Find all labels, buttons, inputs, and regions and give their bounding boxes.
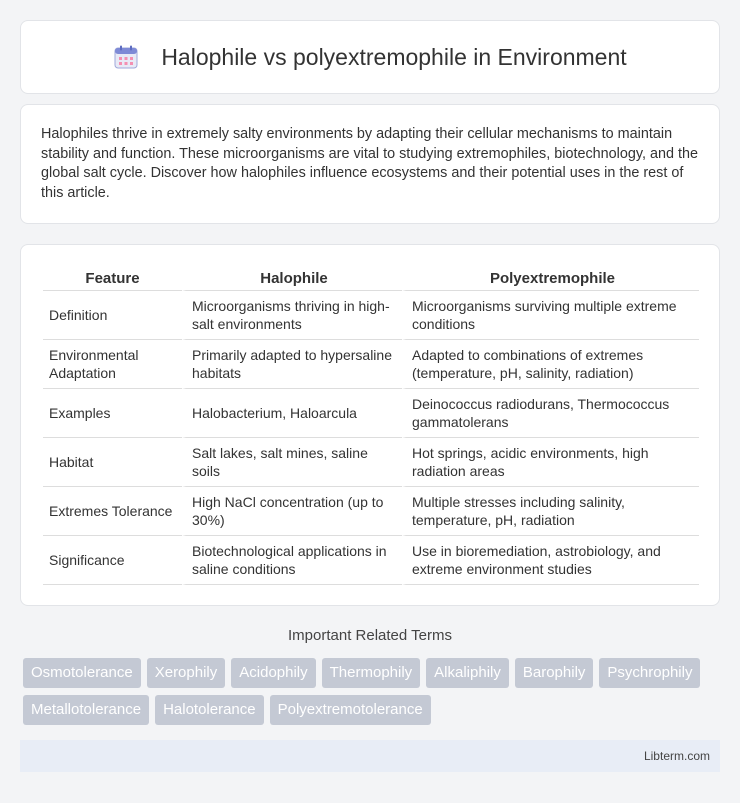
table-row (43, 389, 699, 438)
related-term-tag[interactable]: Osmotolerance (23, 658, 141, 688)
table-cell-polyextremophile: Adapted to combinations of extremes (temperature, pH, salinity, radiation) (402, 340, 699, 389)
table-cell-feature: Habitat (43, 438, 182, 487)
table-cell-feature: Extremes Tolerance (43, 487, 182, 536)
table-cell-feature: Definition (43, 291, 182, 340)
table-cell-polyextremophile: Multiple stresses including salinity, temperature, pH, radiation (402, 487, 699, 536)
table-row (43, 487, 699, 536)
related-term-tag[interactable]: Psychrophily (599, 658, 700, 688)
footer-site-link[interactable]: Libterm.com (643, 749, 710, 763)
table-cell-polyextremophile: Use in bioremediation, astrobiology, and extreme environment studies (402, 536, 699, 585)
comparison-table-card (20, 244, 720, 606)
header-halophile: Halophile (182, 265, 402, 291)
header-polyextremophile: Polyextremophile (402, 265, 699, 291)
table-cell-polyextremophile: Deinococcus radiodurans, Thermococcus gammatolerans (402, 389, 699, 438)
related-term-tag[interactable]: Halotolerance (155, 695, 264, 725)
table-cell-halophile: Biotechnological applications in saline conditions (182, 536, 402, 585)
table-cell-halophile: High NaCl concentration (up to 30%) (182, 487, 402, 536)
table-cell-polyextremophile: Hot springs, acidic environments, high radiation areas (402, 438, 699, 487)
related-terms-list (23, 658, 723, 725)
table-row (43, 340, 699, 389)
table-cell-feature: Significance (43, 536, 182, 585)
header-card (20, 20, 720, 94)
footer (20, 740, 720, 772)
related-term-tag[interactable]: Barophily (515, 658, 594, 688)
table-cell-halophile: Primarily adapted to hypersaline habitats (182, 340, 402, 389)
calendar-icon (113, 44, 139, 70)
table-header-row (43, 265, 699, 291)
table-cell-halophile: Salt lakes, salt mines, saline soils (182, 438, 402, 487)
header-feature: Feature (43, 265, 182, 291)
table-cell-halophile: Halobacterium, Haloarcula (182, 389, 402, 438)
table-cell-feature: Examples (43, 389, 182, 438)
page-title: Halophile vs polyextremophile in Environment (161, 43, 627, 70)
related-terms-title: Important Related Terms (288, 627, 452, 644)
intro-card (20, 104, 720, 224)
comparison-table (43, 265, 699, 585)
related-term-tag[interactable]: Thermophily (322, 658, 421, 688)
table-row (43, 438, 699, 487)
intro-text: Halophiles thrive in extremely salty environments by adapting their cellular mechanisms to maintain stability and function. These microorganisms are vital to studying extremophiles, biotechnology, and the global salt cycle. Discover how halophiles influence ecosystems and their potential uses in the rest of this article. (41, 126, 698, 201)
table-row (43, 536, 699, 585)
table-cell-halophile: Microorganisms thriving in high-salt environments (182, 291, 402, 340)
table-cell-polyextremophile: Microorganisms surviving multiple extreme conditions (402, 291, 699, 340)
related-term-tag[interactable]: Metallotolerance (23, 695, 149, 725)
table-cell-feature: Environmental Adaptation (43, 340, 182, 389)
table-row (43, 291, 699, 340)
related-term-tag[interactable]: Acidophily (231, 658, 315, 688)
related-term-tag[interactable]: Polyextremotolerance (270, 695, 431, 725)
related-term-tag[interactable]: Alkaliphily (426, 658, 509, 688)
related-term-tag[interactable]: Xerophily (147, 658, 226, 688)
